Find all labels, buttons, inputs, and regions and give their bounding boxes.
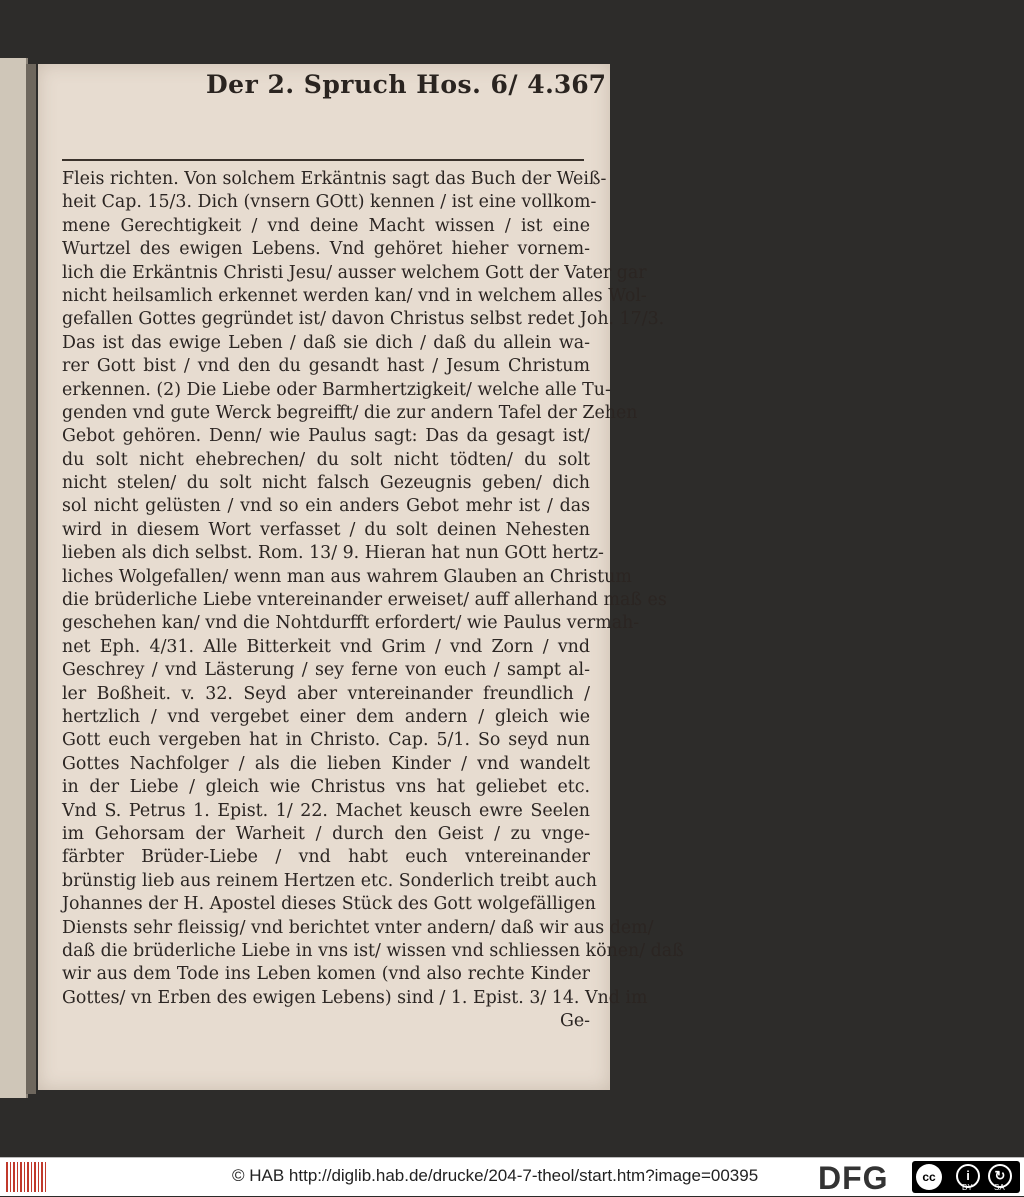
text-line: mene Gerechtigkeit / vnd deine Macht wissen / ist eine xyxy=(62,215,590,236)
text-line: wir aus dem Tode ins Leben komen (vnd also rechte Kinder xyxy=(62,964,590,985)
text-line: liches Wolgefallen/ wenn man aus wahrem Glauben an Christum xyxy=(62,566,632,587)
text-line: hertzlich / vnd vergebet einer dem andern / gleich wie xyxy=(62,706,590,727)
cc-icon: cc xyxy=(916,1164,942,1190)
gutter-shadow xyxy=(26,64,36,1094)
text-line: Wurtzel des ewigen Lebens. Vnd gehöret hieher vornem- xyxy=(62,239,590,260)
text-line: färbter Brüder-Liebe / vnd habt euch vntereinander xyxy=(62,847,590,868)
catchword: Ge- xyxy=(559,1011,590,1032)
text-line: Diensts sehr fleissig/ vnd berichtet vnter andern/ daß wir aus dem/ xyxy=(62,917,654,938)
text-line: geschehen kan/ vnd die Nohtdurfft erfordert/ wie Paulus vermah- xyxy=(62,613,640,634)
header-rule xyxy=(62,159,584,161)
text-line: net Eph. 4/31. Alle Bitterkeit vnd Grim / vnd Zorn / vnd xyxy=(62,636,590,657)
text-line: Das ist das ewige Leben / daß sie dich / daß du allein wa- xyxy=(62,332,590,353)
share-alike-icon: ↻ xyxy=(988,1164,1012,1188)
text-line: lich die Erkäntnis Christi Jesu/ ausser welchem Gott der Vater gar xyxy=(62,262,647,283)
page-number: 367 xyxy=(553,70,606,99)
text-line: Vnd S. Petrus 1. Epist. 1/ 22. Machet keusch ewre Seelen xyxy=(62,800,590,821)
text-line: Fleis richten. Von solchem Erkäntnis sagt das Buch der Weiß- xyxy=(62,169,607,189)
text-line: Johannes der H. Apostel dieses Stück des Gott wolgefälligen xyxy=(62,894,596,915)
text-line: im Gehorsam der Warheit / durch den Geist / zu vnge- xyxy=(62,823,590,844)
text-line: Gottes Nachfolger / als die lieben Kinder / vnd wandelt xyxy=(62,753,590,774)
text-line: Geschrey / vnd Lästerung / sey ferne von euch / sampt al- xyxy=(62,660,590,681)
text-line: du solt nicht ehebrechen/ du solt nicht tödten/ du solt xyxy=(62,449,590,470)
text-line: nicht heilsamlich erkennet werden kan/ vnd in welchem alles Wol- xyxy=(62,285,647,306)
text-line: lieben als dich selbst. Rom. 13/ 9. Hieran hat nun GOtt hertz- xyxy=(62,543,604,564)
text-line: gefallen Gottes gegründet ist/ davon Christus selbst redet Joh. 17/3. xyxy=(62,309,665,330)
text-line: erkennen. (2) Die Liebe oder Barmhertzigkeit/ welche alle Tu- xyxy=(62,379,611,400)
text-line: genden vnd gute Werck begreifft/ die zur andern Tafel der Zehen xyxy=(62,402,638,423)
text-line: heit Cap. 15/3. Dich (vnsern GOtt) kennen / ist eine vollkom- xyxy=(62,192,597,213)
text-line: ler Boßheit. v. 32. Seyd aber vntereinander freundlich / xyxy=(62,683,590,704)
text-line: die brüderliche Liebe vntereinander erweiset/ auff allerhand maß es xyxy=(62,590,667,611)
text-line: Gebot gehören. Denn/ wie Paulus sagt: Das da gesagt ist/ xyxy=(62,426,590,447)
attribution-icon: i xyxy=(956,1164,980,1188)
text-line: daß die brüderliche Liebe in vns ist/ wissen vnd schliessen könen/ daß xyxy=(62,940,684,961)
text-line: rer Gott bist / vnd den du gesandt hast / Jesum Christum xyxy=(62,356,590,377)
footer-bar xyxy=(0,1157,1024,1196)
text-line: wird in diesem Wort verfasset / du solt deinen Nehesten xyxy=(62,519,590,540)
page-text-body xyxy=(62,168,684,1033)
sa-label: SA xyxy=(994,1183,1005,1192)
previous-page-edge xyxy=(0,58,28,1098)
page-header xyxy=(96,70,606,104)
text-line: in der Liebe / gleich wie Christus vns hat geliebet etc. xyxy=(62,777,590,798)
cc-license-badge[interactable] xyxy=(912,1161,1020,1193)
text-line: sol nicht gelüsten / vnd so ein anders Gebot mehr ist / das xyxy=(62,496,590,517)
text-line: nicht stelen/ du solt nicht falsch Gezeugnis geben/ dich xyxy=(62,473,590,494)
dfg-logo: DFG xyxy=(818,1160,889,1196)
by-label: BY xyxy=(962,1183,973,1192)
text-line: brünstig lieb aus reinem Hertzen etc. Sonderlich treibt auch xyxy=(62,870,597,891)
running-title: Der 2. Spruch Hos. 6/ 4. xyxy=(206,70,555,99)
source-citation[interactable]: © HAB http://diglib.hab.de/drucke/204-7-theol/start.htm?image=00395 xyxy=(232,1166,759,1185)
text-line: Gottes/ vn Erben des ewigen Lebens) sind / 1. Epist. 3/ 14. Vnd im xyxy=(62,987,648,1008)
library-logo-icon xyxy=(6,1162,46,1192)
text-line: Gott euch vergeben hat in Christo. Cap. 5/1. So seyd nun xyxy=(62,730,590,751)
